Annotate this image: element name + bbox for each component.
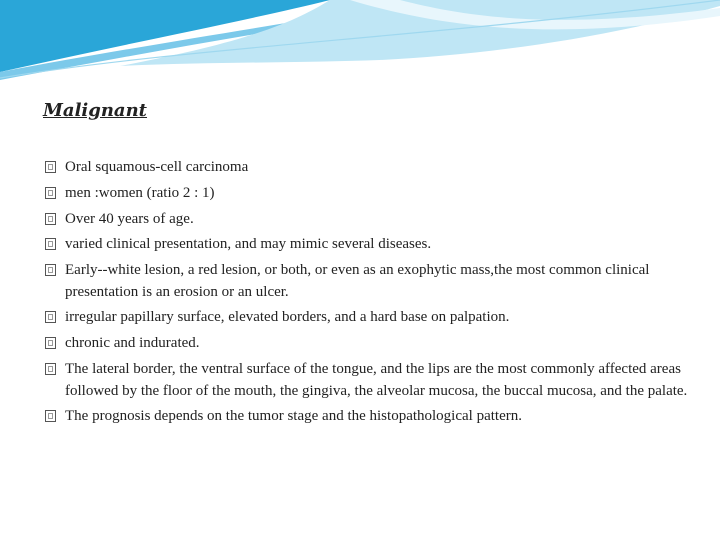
checkbox-bullet-icon — [45, 161, 56, 173]
bullet-item — [45, 307, 695, 329]
bullet-text: The lateral border, the ventral surface of the tongue, and the lips are the most commonly affected areas followed by the floor of the mouth, the gingiva, the alveolar mucosa, the buccal mucosa, and the palate. — [65, 361, 688, 399]
checkbox-bullet-icon — [45, 311, 56, 323]
bullet-text: Early--white lesion, a red lesion, or both, or even as an exophytic mass,the most common clinical presentation is an erosion or an ulcer. — [65, 262, 650, 300]
checkbox-bullet-icon — [45, 264, 56, 276]
bullet-item — [45, 209, 695, 231]
bullet-item — [45, 260, 695, 303]
bullet-item — [45, 406, 695, 428]
slide-title: Malignant — [43, 100, 148, 121]
bullet-item — [45, 183, 695, 205]
bullet-item — [45, 157, 695, 179]
bullet-item — [45, 359, 695, 402]
bullet-text: chronic and indurated. — [65, 335, 200, 352]
bullet-text: irregular papillary surface, elevated borders, and a hard base on palpation. — [65, 309, 510, 326]
header-wave-decoration — [0, 0, 720, 90]
bullet-text: men :women (ratio 2 : 1) — [65, 184, 215, 201]
bullet-list — [45, 157, 695, 432]
checkbox-bullet-icon — [45, 363, 56, 375]
bullet-text: Over 40 years of age. — [65, 210, 194, 227]
bullet-text: The prognosis depends on the tumor stage and the histopathological pattern. — [65, 408, 522, 425]
checkbox-bullet-icon — [45, 410, 56, 422]
checkbox-bullet-icon — [45, 238, 56, 250]
checkbox-bullet-icon — [45, 213, 56, 225]
bullet-item — [45, 333, 695, 355]
bullet-item — [45, 234, 695, 256]
bullet-text: varied clinical presentation, and may mimic several diseases. — [65, 236, 432, 253]
checkbox-bullet-icon — [45, 337, 56, 349]
bullet-text: Oral squamous-cell carcinoma — [65, 159, 249, 175]
checkbox-bullet-icon — [45, 187, 56, 199]
